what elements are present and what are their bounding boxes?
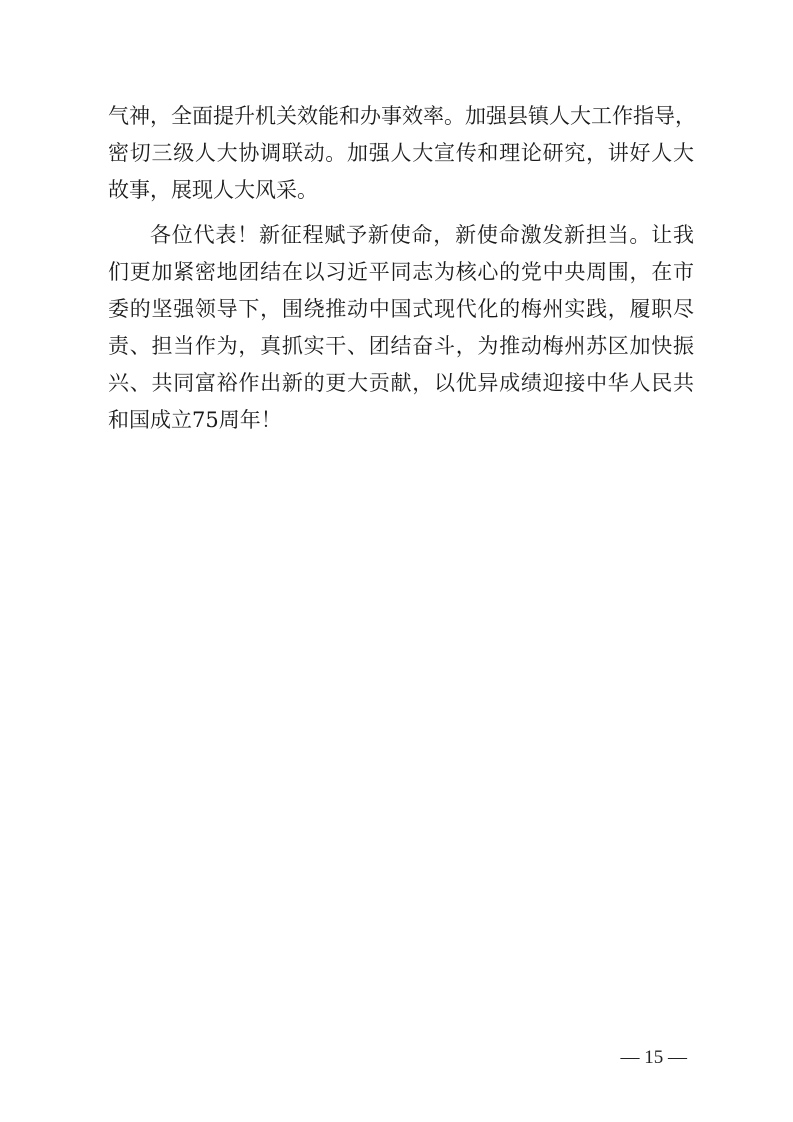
text-line: 故事，展现人大风采。 <box>108 178 318 202</box>
text-line: 密切三级人大协调联动。加强人大宣传和理论研究，讲好人大 <box>108 141 694 165</box>
text-line: 气神，全面提升机关效能和办事效率。加强县镇人大工作指导， <box>108 104 696 128</box>
text-line: 各位代表！新征程赋予新使命，新使命激发新担当。让我 <box>150 223 694 247</box>
paragraph-2 <box>108 217 694 439</box>
body-text <box>108 98 694 439</box>
text-line: 责、担当作为，真抓实干、团结奋斗，为推动梅州苏区加快振 <box>108 334 694 358</box>
text-line: 和国成立75周年！ <box>108 408 282 432</box>
page-number: — 15 — <box>620 1047 687 1068</box>
paragraph-spacing <box>108 209 694 217</box>
paragraph-1 <box>108 98 694 209</box>
text-line: 们更加紧密地团结在以习近平同志为核心的党中央周围，在市 <box>108 260 694 284</box>
text-line: 兴、共同富裕作出新的更大贡献，以优异成绩迎接中华人民共 <box>108 371 694 395</box>
text-line: 委的坚强领导下，围绕推动中国式现代化的梅州实践，履职尽 <box>108 297 694 321</box>
